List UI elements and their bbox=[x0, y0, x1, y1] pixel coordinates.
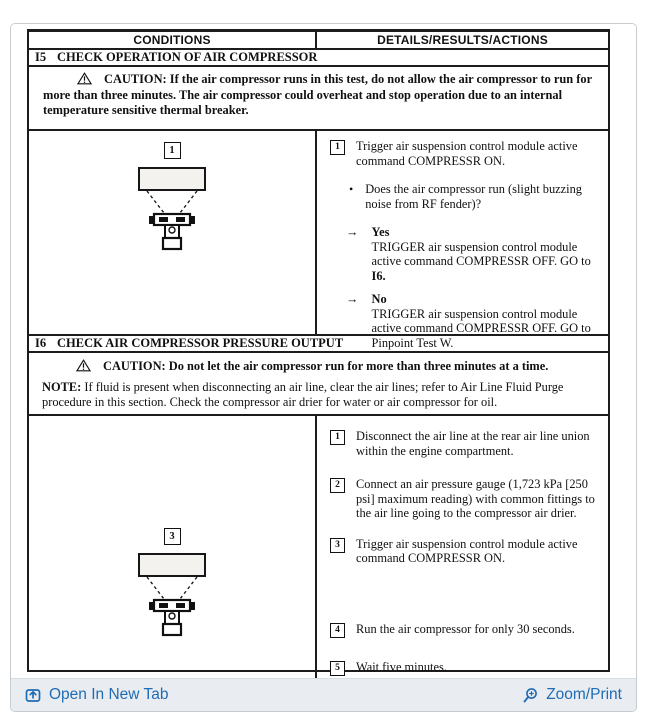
caution-text: If the air compressor runs in this test, do not allow the air compressor to run for more than three minutes. The air compressor could overheat and stop operation due to an internal temperature sensitive thermal breaker. bbox=[43, 72, 592, 117]
caution-note-row-i6 bbox=[29, 353, 608, 416]
bullet-icon: • bbox=[349, 182, 354, 196]
step-item bbox=[330, 139, 596, 168]
caution-label: CAUTION: bbox=[103, 359, 166, 373]
step-text: Wait five minutes. bbox=[356, 659, 447, 674]
arrow-right-icon: → bbox=[346, 225, 359, 239]
question-item bbox=[330, 182, 596, 211]
figure-callout-box: 3 bbox=[164, 528, 181, 545]
step-number-box: 1 bbox=[330, 140, 345, 155]
open-in-new-tab-icon bbox=[25, 687, 42, 703]
caution-text: Do not let the air compressor run for more than three minutes at a time. bbox=[168, 359, 549, 373]
step-text: Trigger air suspension control module active command COMPRESSR ON. bbox=[356, 139, 578, 168]
note-text: If fluid is present when disconnecting an air line, clear the air lines; refer to Air Line Fluid Purge procedure in this section. Check the compressor air drier for water or air compressor for oil. bbox=[42, 380, 564, 409]
actions-cell-i6 bbox=[317, 416, 608, 678]
step-number-box: 5 bbox=[330, 661, 345, 676]
yes-branch bbox=[330, 225, 596, 283]
caution-paragraph bbox=[43, 72, 596, 119]
column-header-details: DETAILS/RESULTS/ACTIONS bbox=[377, 33, 548, 47]
warning-triangle-icon bbox=[76, 359, 91, 372]
step-number-box: 3 bbox=[330, 538, 345, 553]
step-item bbox=[330, 660, 596, 676]
step-text: Disconnect the air line at the rear air line union within the engine compartment. bbox=[356, 429, 590, 458]
step-item bbox=[330, 537, 596, 566]
step-number-box: 1 bbox=[330, 430, 345, 445]
figure-cell-i6 bbox=[29, 416, 317, 678]
zoom-icon bbox=[522, 687, 539, 704]
yes-action-text: TRIGGER air suspension control module active command COMPRESSR OFF. GO to I6. bbox=[371, 239, 591, 283]
step-text: Connect an air pressure gauge (1,723 kPa [250 psi] maximum reading) with common fittings to the air line going to the compressor air drier. bbox=[356, 477, 595, 520]
air-compressor-illustration bbox=[107, 550, 237, 642]
section-id: I6 bbox=[35, 336, 47, 350]
step-item bbox=[330, 429, 596, 458]
zoom-print-button[interactable] bbox=[522, 686, 622, 704]
open-in-new-tab-button[interactable] bbox=[25, 686, 168, 704]
step-number-box: 2 bbox=[330, 478, 345, 493]
zoom-print-label: Zoom/Print bbox=[546, 686, 622, 703]
caution-label: CAUTION: bbox=[104, 72, 167, 86]
section-title: CHECK OPERATION OF AIR COMPRESSOR bbox=[57, 50, 318, 64]
section-id: I5 bbox=[35, 50, 47, 64]
step-item bbox=[330, 477, 596, 521]
warning-triangle-icon bbox=[77, 72, 92, 85]
question-text: Does the air compressor run (slight buzzing noise from RF fender)? bbox=[365, 182, 582, 211]
step-item bbox=[330, 622, 596, 638]
open-in-new-tab-label: Open In New Tab bbox=[49, 686, 169, 703]
document-viewer bbox=[10, 23, 637, 712]
goto-target: I6. bbox=[371, 268, 386, 283]
figure-callout-box: 1 bbox=[164, 142, 181, 159]
figure-cell-i5 bbox=[29, 131, 317, 334]
viewer-toolbar bbox=[11, 678, 636, 711]
column-header-conditions: CONDITIONS bbox=[29, 32, 317, 48]
actions-cell-i5 bbox=[317, 131, 608, 350]
caution-row-i5 bbox=[29, 67, 608, 131]
section-title: CHECK AIR COMPRESSOR PRESSURE OUTPUT bbox=[57, 336, 344, 350]
arrow-right-icon: → bbox=[346, 292, 359, 306]
note-paragraph bbox=[42, 380, 598, 410]
table-header-row bbox=[29, 32, 608, 50]
no-action-text: TRIGGER air suspension control module active command COMPRESSR OFF. GO to Pinpoint Test W. bbox=[371, 306, 591, 350]
air-compressor-illustration bbox=[107, 164, 237, 256]
section-row-i5 bbox=[29, 50, 608, 67]
yes-label: Yes bbox=[371, 225, 390, 239]
note-label: NOTE: bbox=[42, 380, 82, 394]
step-text: Run the air compressor for only 30 seconds. bbox=[356, 621, 575, 636]
no-label: No bbox=[371, 292, 387, 306]
content-row-i6 bbox=[29, 416, 608, 678]
pinpoint-test-table bbox=[27, 29, 610, 672]
step-number-box: 4 bbox=[330, 623, 345, 638]
step-text: Trigger air suspension control module active command COMPRESSR ON. bbox=[356, 536, 578, 565]
no-branch bbox=[330, 292, 596, 350]
caution-paragraph bbox=[42, 359, 598, 374]
document-page bbox=[11, 24, 636, 678]
